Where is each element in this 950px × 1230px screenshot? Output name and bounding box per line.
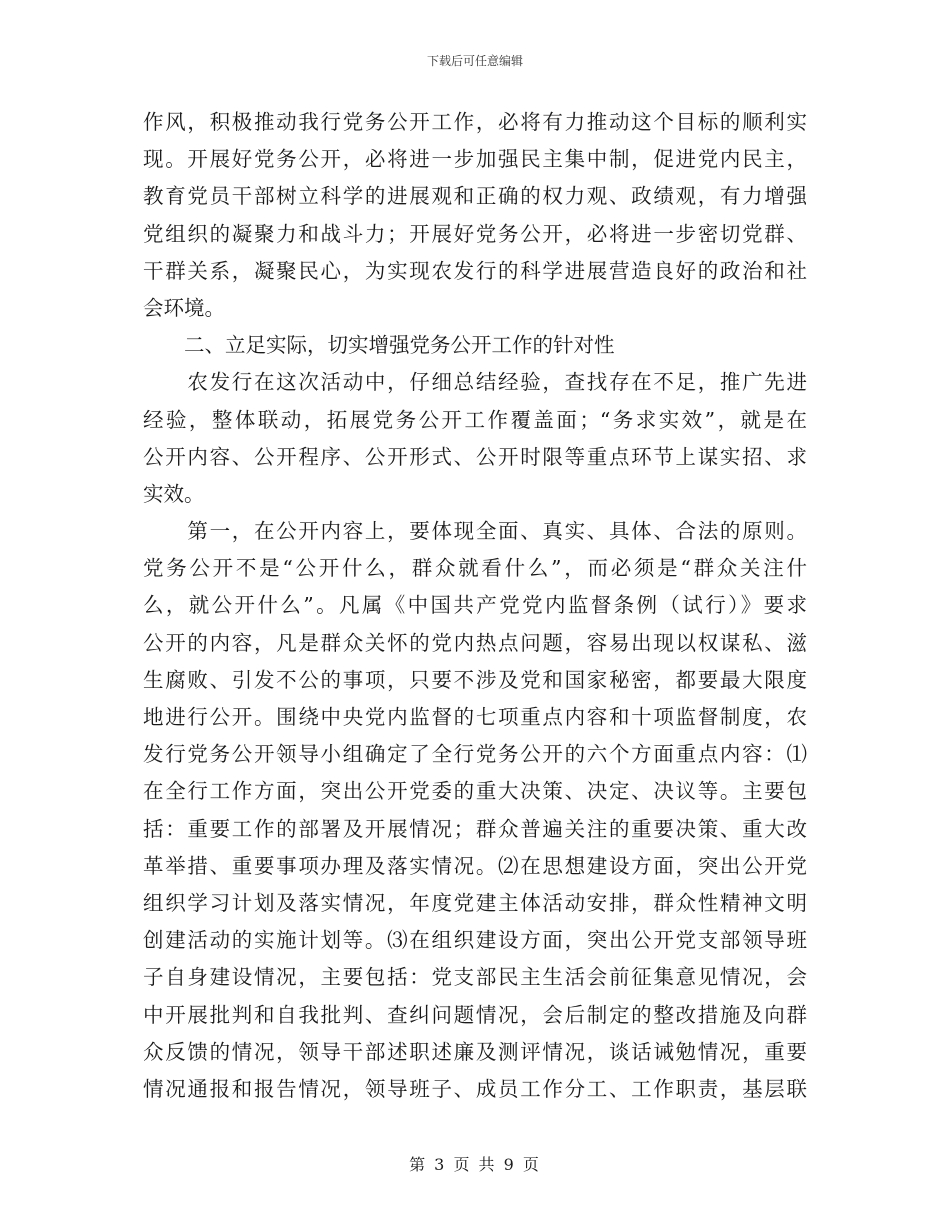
text-line: 公开内容、公开程序、公开形式、公开时限等重点环节上谋实招、求 (143, 444, 807, 469)
text-line: 括：重要工作的部署及开展情况；群众普遍关注的重要决策、重大改 (143, 816, 807, 841)
text-line: 第一，在公开内容上，要体现全面、真实、具体、合法的原则。 (143, 519, 807, 544)
text-line: 革举措、重要事项办理及落实情况。⑵在思想建设方面，突出公开党 (143, 853, 807, 878)
text-line: 作风，积极推动我行党务公开工作，必将有力推动这个目标的顺利实 (143, 110, 807, 134)
text-line: 生腐败、引发不公的事项，只要不涉及党和国家秘密，都要最大限度 (143, 667, 807, 692)
text-line: 情况通报和报告情况，领导班子、成员工作分工、工作职责，基层联 (143, 1076, 807, 1101)
text-line: 公开的内容，凡是群众关怀的党内热点问题，容易出现以权谋私、滋 (143, 630, 807, 655)
text-line: 中开展批判和自我批判、查纠问题情况，会后制定的整改措施及向群 (143, 1002, 807, 1027)
text-line: 在全行工作方面，突出公开党委的重大决策、决定、决议等。主要包 (143, 779, 807, 804)
text-line: 实效。 (143, 481, 205, 506)
text-line: 众反馈的情况，领导干部述职述廉及测评情况，谈话诫勉情况，重要 (143, 1039, 807, 1064)
text-line: 发行党务公开领导小组确定了全行党务公开的六个方面重点内容：⑴ (143, 742, 807, 767)
text-line: 会环境。 (143, 295, 225, 320)
text-line: 组织学习计划及落实情况，年度党建主体活动安排，群众性精神文明 (143, 890, 807, 915)
text-line: 地进行公开。围绕中央党内监督的七项重点内容和十项监督制度，农 (143, 705, 807, 729)
text-line: 创建活动的实施计划等。⑶在组织建设方面，突出公开党支部领导班 (143, 928, 807, 953)
text-line: 经验，整体联动，拓展党务公开工作覆盖面；“务求实效”，就是在 (143, 407, 807, 432)
text-line: 子自身建设情况，主要包括：党支部民主生活会前征集意见情况，会 (143, 965, 807, 990)
text-line: 党务公开不是“公开什么，群众就看什么”，而必须是“群众关注什 (143, 556, 807, 581)
page-header-note: 下载后可任意编辑 (426, 54, 523, 68)
section-heading: 二、立足实际，切实增强党务公开工作的针对性 (143, 333, 615, 358)
page-number: 第 3 页 共 9 页 (409, 1155, 541, 1174)
text-line: 农发行在这次活动中，仔细总结经验，查找存在不足，推广先进 (143, 370, 807, 395)
text-line: 么，就公开什么”。凡属《中国共产党党内监督条例（试行）》要求 (143, 593, 807, 618)
document-body (143, 104, 807, 1108)
text-line: 现。开展好党务公开，必将进一步加强民主集中制，促进党内民主， (143, 147, 807, 172)
text-line: 党组织的凝聚力和战斗力；开展好党务公开，必将进一步密切党群、 (143, 221, 807, 246)
text-line: 干群关系，凝聚民心，为实现农发行的科学进展营造良好的政治和社 (143, 258, 807, 283)
text-line: 教育党员干部树立科学的进展观和正确的权力观、政绩观，有力增强 (143, 184, 807, 209)
